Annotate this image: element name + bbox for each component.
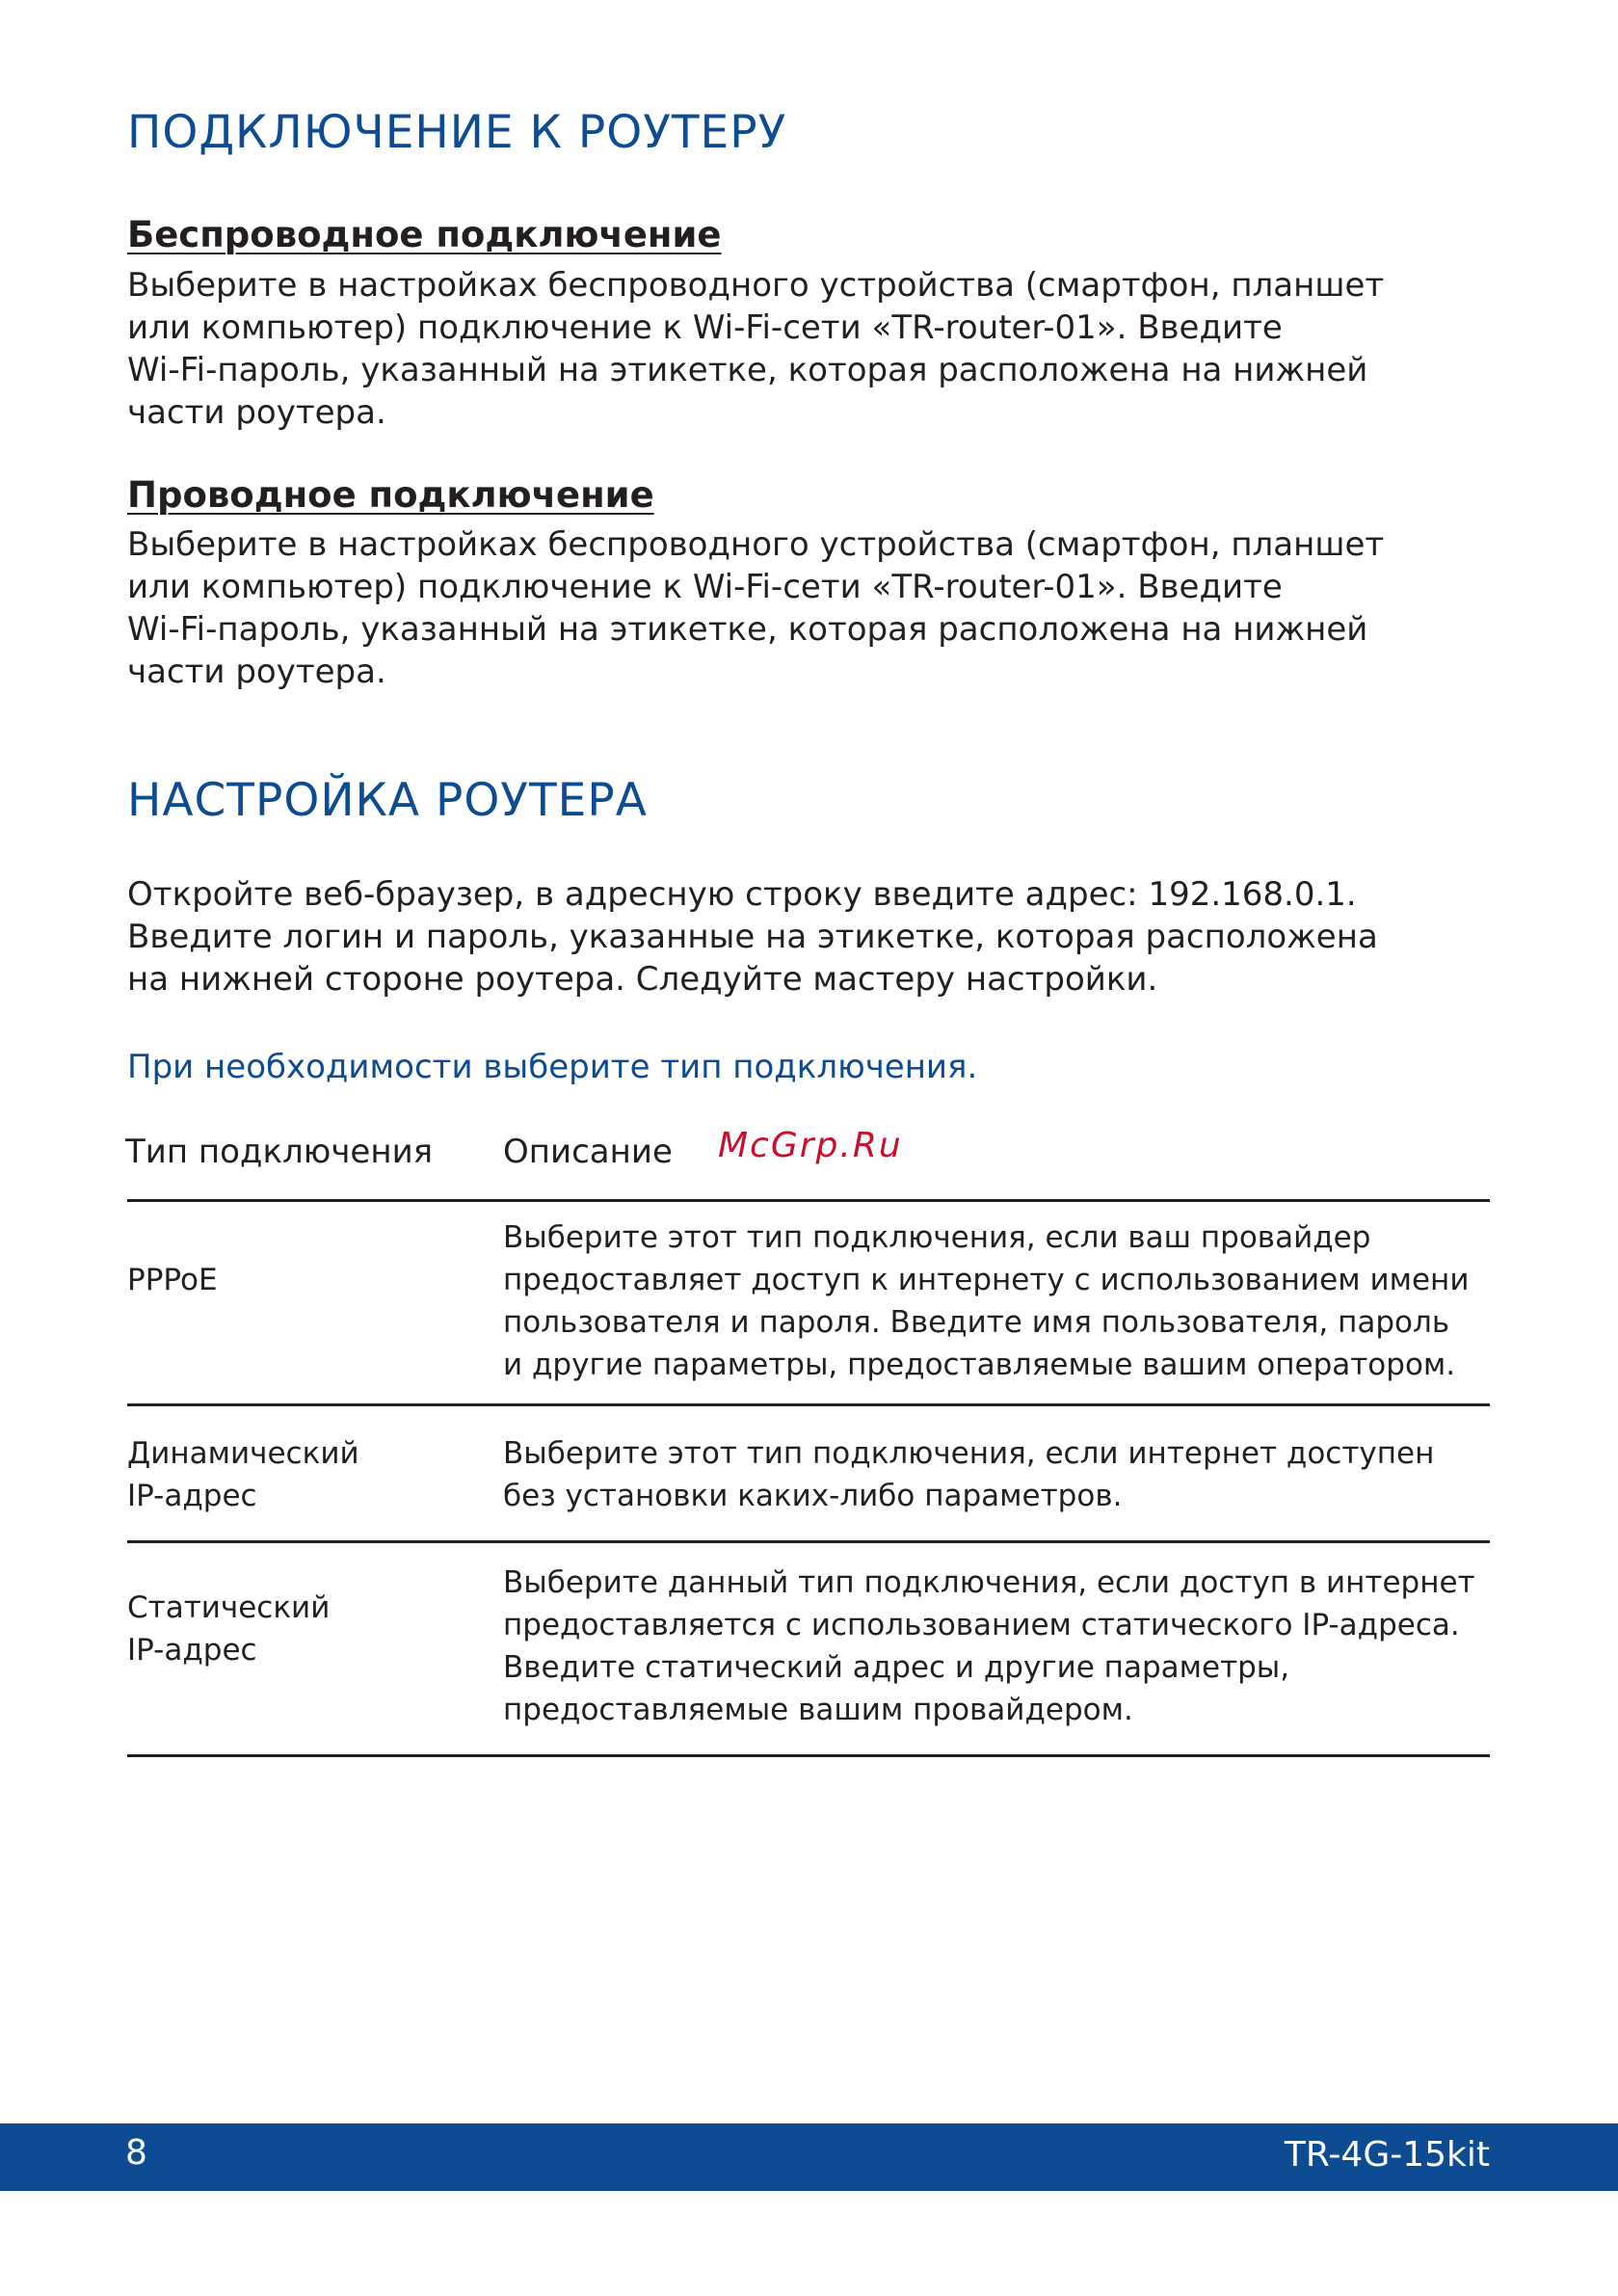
cell-line: Выберите этот тип подключения, если ваш провайдер [503, 1220, 1371, 1255]
table-divider [127, 1403, 1490, 1406]
subheading-wireless: Беспроводное подключение [127, 214, 722, 255]
cell-line: Статический [127, 1590, 331, 1625]
cell-line: Выберите этот тип подключения, если интернет доступен [503, 1436, 1435, 1471]
paragraph-line: части роутера. [127, 653, 386, 691]
table-divider [127, 1540, 1490, 1543]
table-cell-type [127, 1259, 218, 1301]
section-title-connection: ПОДКЛЮЧЕНИЕ К РОУТЕРУ [127, 106, 787, 159]
paragraph-line: Выберите в настройках беспроводного устройства (смартфон, планшет [127, 525, 1385, 564]
table-divider [127, 1199, 1490, 1202]
cell-line: Динамический [127, 1436, 359, 1471]
paragraph-line: Введите логин и пароль, указанные на этикетке, которая расположена [127, 918, 1378, 956]
page-number: 8 [125, 2133, 147, 2173]
cell-line: пользователя и пароля. Введите имя пользователя, пароль [503, 1305, 1450, 1340]
table-divider [127, 1754, 1490, 1757]
cell-line: предоставляется с использованием статического IP-адреса. [503, 1608, 1460, 1642]
paragraph-line: Wi-Fi-пароль, указанный на этикетке, которая расположена на нижней [127, 351, 1368, 389]
cell-line: Введите статический адрес и другие параметры, [503, 1650, 1290, 1685]
cell-line: IP-адрес [127, 1633, 257, 1668]
paragraph-line: части роутера. [127, 393, 386, 432]
table-header-type: Тип подключения [125, 1133, 434, 1171]
paragraph-wireless [127, 264, 1496, 434]
paragraph-line: Выберите в настройках беспроводного устройства (смартфон, планшет [127, 266, 1385, 305]
table-cell-description [503, 1432, 1434, 1517]
table-header-description: Описание [503, 1133, 673, 1171]
cell-line: предоставляемые вашим провайдером. [503, 1693, 1133, 1727]
paragraph-line: Откройте веб-браузер, в адресную строку введите адрес: 192.168.0.1. [127, 875, 1357, 914]
paragraph-line: на нижней стороне роутера. Следуйте мастеру настройки. [127, 960, 1158, 999]
watermark: McGrp.Ru [718, 1126, 903, 1165]
model-name: TR-4G-15kit [1284, 2135, 1490, 2175]
paragraph-line: Wi-Fi-пароль, указанный на этикетке, которая расположена на нижней [127, 610, 1368, 649]
cell-line: предоставляет доступ к интернету с использованием имени [503, 1263, 1470, 1297]
cell-line: Выберите данный тип подключения, если доступ в интернет [503, 1565, 1475, 1600]
table-cell-type [127, 1587, 330, 1671]
connection-type-note: При необходимости выберите тип подключения. [127, 1048, 978, 1086]
cell-line: без установки каких-либо параметров. [503, 1479, 1123, 1513]
paragraph-wired [127, 523, 1496, 693]
table-cell-type [127, 1432, 359, 1517]
paragraph-line: или компьютер) подключение к Wi-Fi-сети «TR-router-01». Введите [127, 568, 1283, 606]
page-footer [0, 2123, 1618, 2191]
paragraph-line: или компьютер) подключение к Wi-Fi-сети «TR-router-01». Введите [127, 308, 1283, 347]
cell-line: PPPoE [127, 1263, 218, 1297]
subheading-wired: Проводное подключение [127, 474, 654, 516]
cell-line: и другие параметры, предоставляемые вашим оператором. [503, 1348, 1456, 1382]
section-title-setup: НАСТРОЙКА РОУТЕРА [127, 774, 648, 827]
paragraph-setup [127, 873, 1496, 1001]
table-cell-description [503, 1216, 1469, 1386]
cell-line: IP-адрес [127, 1479, 257, 1513]
table-cell-description [503, 1562, 1475, 1731]
